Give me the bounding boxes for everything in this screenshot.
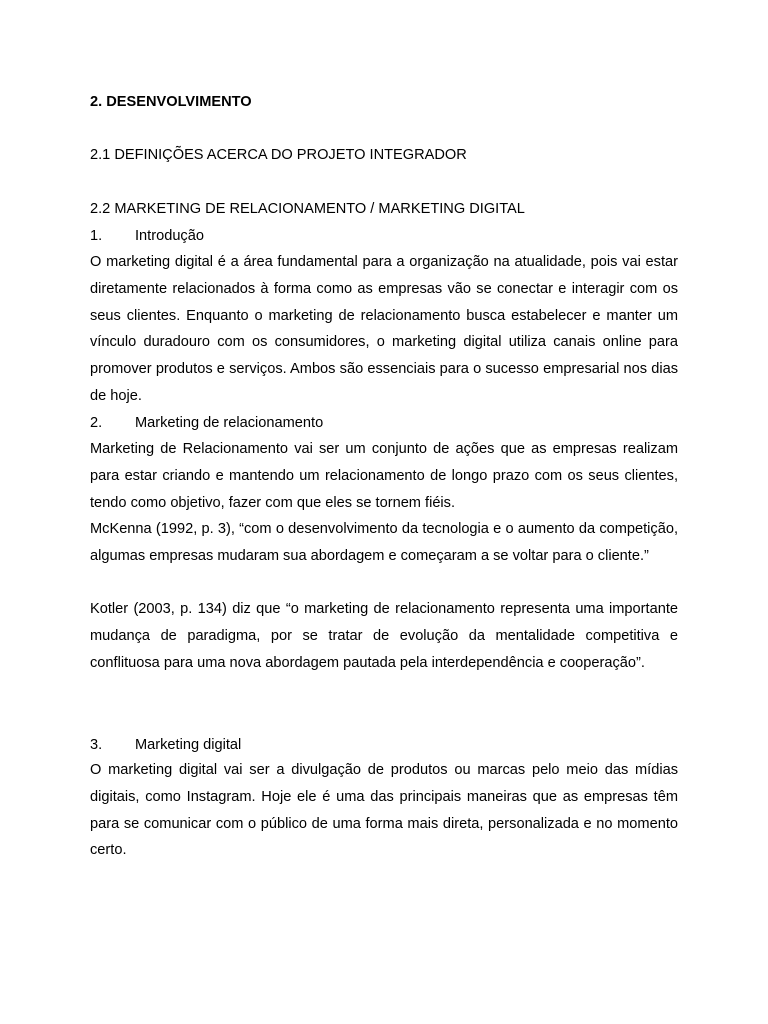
list-title: Marketing de relacionamento <box>135 415 324 431</box>
subsection-heading-2-1: 2.1 DEFINIÇÕES ACERCA DO PROJETO INTEGRADOR <box>90 147 467 163</box>
subsection-heading-2-2: 2.2 MARKETING DE RELACIONAMENTO / MARKETING DIGITAL <box>90 201 525 217</box>
numbered-heading-introducao <box>90 227 204 245</box>
numbered-heading-marketing-digital <box>90 736 241 754</box>
section-heading-desenvolvimento: 2. DESENVOLVIMENTO <box>90 94 252 110</box>
list-title: Introdução <box>135 228 204 244</box>
list-title: Marketing digital <box>135 737 242 753</box>
numbered-heading-marketing-relacionamento <box>90 414 323 432</box>
list-number: 3. <box>90 737 103 753</box>
paragraph-introducao: O marketing digital é a área fundamental para a organização na atualidade, pois vai estar diretamente relacionados à forma como as empresas vão se conectar e interagir com os seus clientes. Enquanto o marketing de relacionamento busca estabelecer e manter um vínculo duradouro com os consumidores, o marketing digital utiliza canais online para promover produtos e serviços. Ambos são essenciais para o sucesso empresarial nos dias de hoje. <box>90 254 678 404</box>
paragraph-kotler-quote: Kotler (2003, p. 134) diz que “o marketing de relacionamento representa uma importante mudança de paradigma, por se tratar de evolução da mentalidade competitiva e conflituosa para uma nova abordagem pautada pela interdependência e cooperação”. <box>90 601 678 671</box>
paragraph-mckenna-quote: McKenna (1992, p. 3), “com o desenvolvimento da tecnologia e o aumento da competição, algumas empresas mudaram sua abordagem e começaram a se voltar para o cliente.” <box>90 521 678 564</box>
paragraph-marketing-digital: O marketing digital vai ser a divulgação de produtos ou marcas pelo meio das mídias digitais, como Instagram. Hoje ele é uma das principais maneiras que as empresas têm para se comunicar com o público de uma forma mais direta, personalizada e no momento certo. <box>90 762 678 859</box>
list-number: 1. <box>90 228 103 244</box>
paragraph-marketing-relacionamento: Marketing de Relacionamento vai ser um conjunto de ações que as empresas realizam para estar criando e mantendo um relacionamento de longo prazo com os seus clientes, tendo como objetivo, fazer com que eles se tornem fiéis. <box>90 441 678 511</box>
list-number: 2. <box>90 415 103 431</box>
